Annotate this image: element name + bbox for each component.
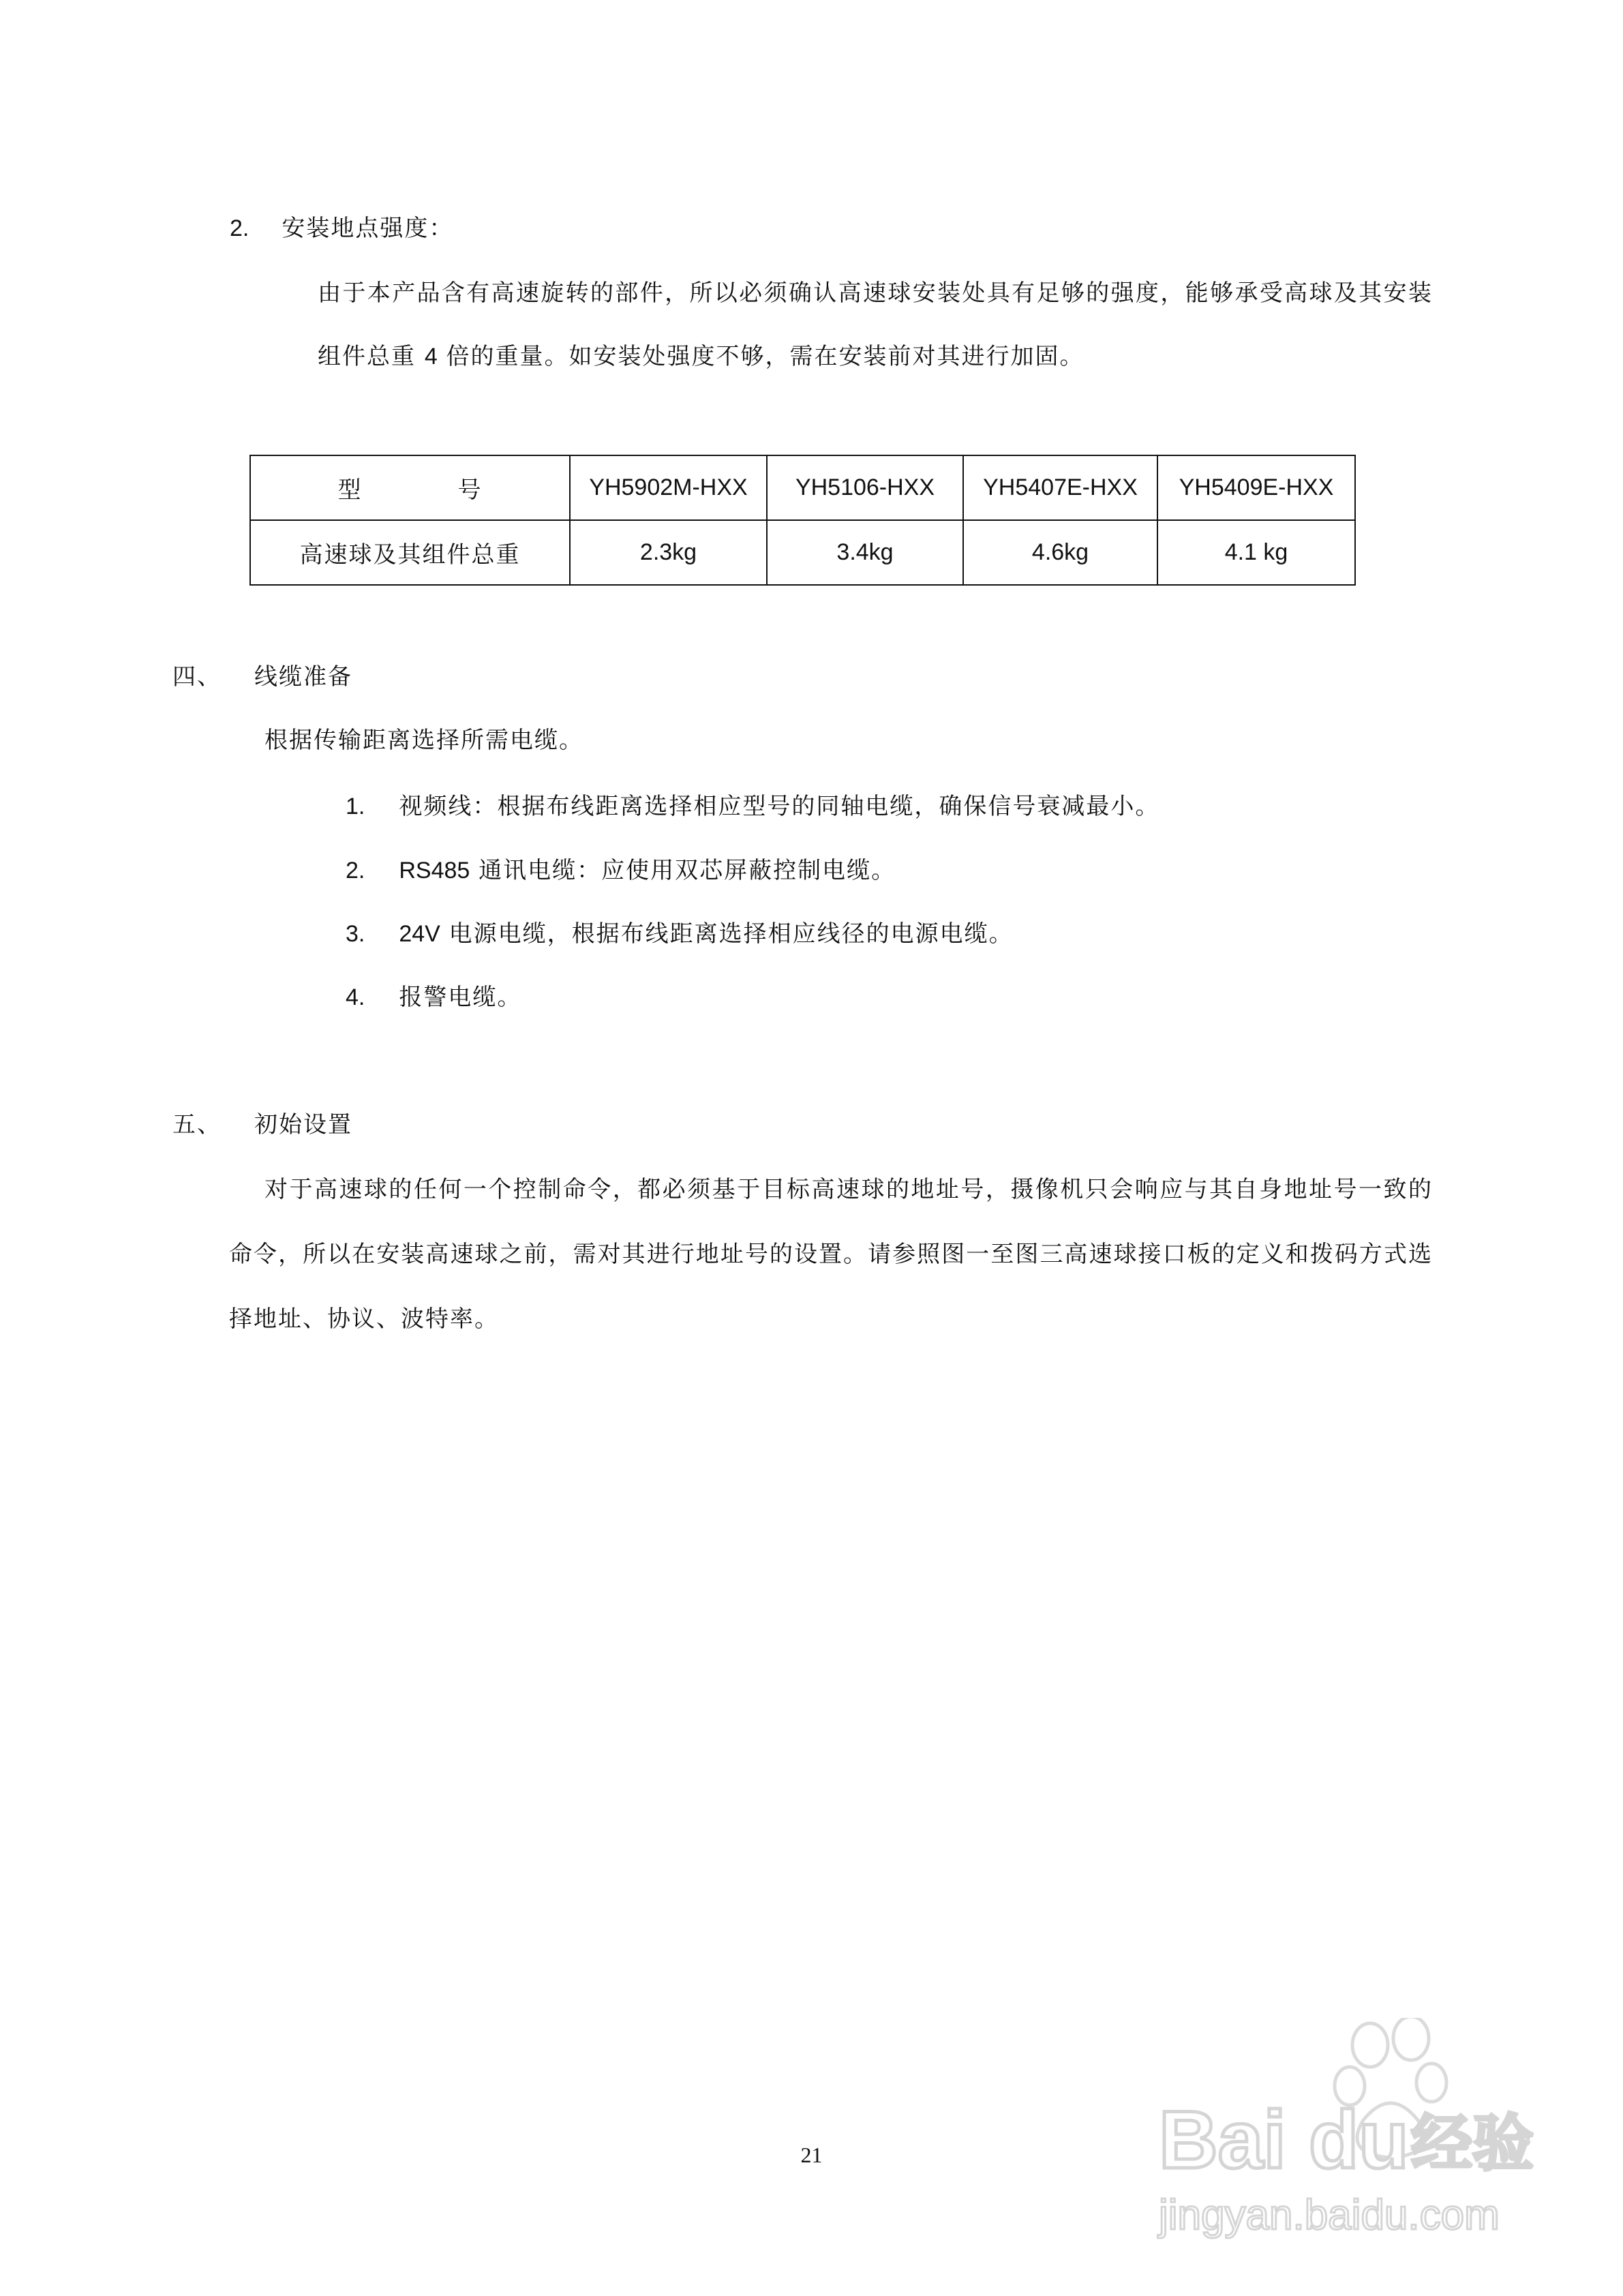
item-number: 2. (230, 215, 249, 241)
table-cell: 2.3kg (570, 520, 767, 585)
table-cell: YH5407E-HXX (963, 455, 1157, 520)
section-intro: 根据传输距离选择所需电缆。 (264, 727, 583, 754)
baidu-jingyan-watermark (1145, 2018, 1554, 2243)
watermark-brand-text: Bai (1159, 2094, 1286, 2186)
section-number: 五、 (172, 1111, 222, 1138)
table-row (250, 455, 1355, 520)
list-item: 2. RS485 通讯电缆：应使用双芯屏蔽控制电缆。 (346, 857, 896, 884)
table-row (250, 520, 1355, 585)
table-cell: 4.6kg (963, 520, 1157, 585)
list-item: 1. 视频线：根据布线距离选择相应型号的同轴电缆，确保信号衰减最小。 (346, 793, 1160, 820)
list-item: 4. 报警电缆。 (346, 984, 522, 1011)
table-row-label: 高速球及其组件总重 (250, 520, 570, 585)
paragraph-line: 由于本产品含有高速旋转的部件，所以必须确认高速球安装处具有足够的强度，能够承受高球及其安装 (318, 280, 1433, 307)
paragraph-line: 择地址、协议、波特率。 (229, 1305, 499, 1333)
table-cell: 4.1 kg (1157, 520, 1355, 585)
weight-table (249, 455, 1356, 586)
section-title: 线缆准备 (254, 663, 352, 691)
section-title: 初始设置 (254, 1111, 352, 1138)
paragraph-line: 对于高速球的任何一个控制命令，都必须基于目标高速球的地址号，摄像机只会响应与其自身地址号一致的 (264, 1176, 1433, 1203)
paragraph-line: 组件总重 4 倍的重量。如安装处强度不够，需在安装前对其进行加固。 (318, 343, 1084, 370)
page-number: 21 (800, 2143, 823, 2167)
item-heading (230, 215, 453, 242)
list-item: 3. 24V 电源电缆，根据布线距离选择相应线径的电源电缆。 (346, 920, 1014, 948)
table-cell: YH5409E-HXX (1157, 455, 1355, 520)
paragraph-line: 命令，所以在安装高速球之前，需对其进行地址号的设置。请参照图一至图三高速球接口板的定义和拨码方式选 (229, 1241, 1433, 1268)
watermark-url: jingyan.baidu.com (1159, 2192, 1500, 2239)
table-cell: 3.4kg (767, 520, 963, 585)
table-header-cell: 型 号 (250, 455, 570, 520)
table-cell: YH5106-HXX (767, 455, 963, 520)
watermark-brand-text2: du (1309, 2094, 1409, 2186)
section-heading (172, 663, 352, 691)
section-heading (172, 1111, 352, 1138)
watermark-brand-cn: 经验 (1411, 2108, 1534, 2179)
item-title: 安装地点强度： (282, 215, 454, 242)
table-cell: YH5902M-HXX (570, 455, 767, 520)
section-number: 四、 (172, 663, 222, 691)
